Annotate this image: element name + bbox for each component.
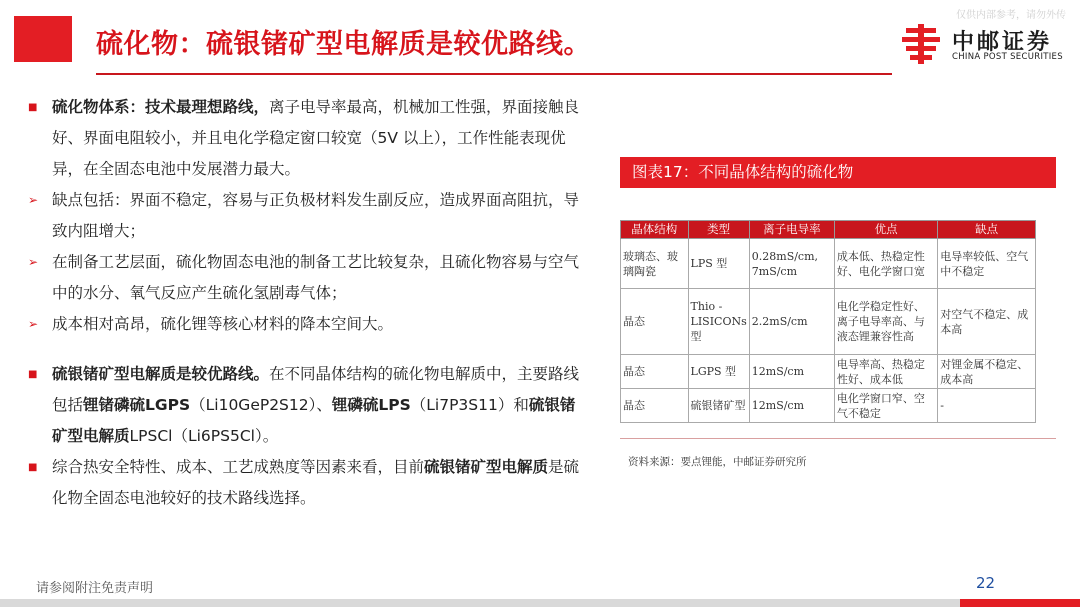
bullet-sulfide-system (28, 92, 584, 185)
china-post-logo-icon (900, 24, 942, 64)
square-bullet-icon: ■ (28, 462, 38, 473)
bullet-drawbacks (28, 185, 584, 247)
square-bullet-icon: ■ (28, 369, 38, 380)
bullet-process (28, 247, 584, 309)
table-cell: 电导率较低、空气中不稳定 (938, 239, 1036, 289)
table-cell: LGPS 型 (688, 355, 749, 389)
table-row (621, 239, 1036, 289)
bullet-text: 成本相对高昂，硫化锂等核心材料的降本空间大。 (52, 315, 394, 333)
bullet-conclusion: ■ 综合热安全特性、成本、工艺成熟度等因素来看，目前硫银锗矿型电解质是硫化物全固态电池较好的技术路线选择。 (28, 452, 584, 514)
table-cell: 硫银锗矿型 (688, 389, 749, 423)
table-cell: 电化学窗口窄、空气不稳定 (834, 389, 937, 423)
bullet-text: 在制备工艺层面，硫化物固态电池的制备工艺比较复杂，且硫化物容易与空气中的水分、氧气反应产生硫化氢剧毒气体； (52, 253, 580, 302)
header-disadvantages: 缺点 (938, 221, 1036, 239)
title-accent-block (14, 16, 72, 62)
bullet-bold-lead: 硫银锗矿型电解质是较优路线。 (52, 365, 270, 383)
bullet-text: 缺点包括：界面不稳定，容易与正负极材料发生副反应，造成界面高阻抗，导致内阻增大； (52, 191, 580, 240)
main-content (28, 92, 584, 514)
table-cell: 对锂金属不稳定、成本高 (938, 355, 1036, 389)
figure-source: 资料来源：要点锂能，中邮证券研究所 (628, 456, 807, 468)
bullet-argyrodite: ■ 硫银锗矿型电解质是较优路线。在不同晶体结构的硫化物电解质中，主要路线包括锂锗磷硫LGPS（Li10GeP2S12）、锂磷硫LPS（Li7P3S11）和硫银锗矿型电解质LPSCl（Li6PS5Cl）。 (28, 359, 584, 452)
watermark: 仅供内部参考，请勿外传 (956, 10, 1066, 21)
table-cell: 0.28mS/cm, 7mS/cm (749, 239, 834, 289)
title-divider (96, 73, 892, 75)
table-cell: 成本低、热稳定性好、电化学窗口宽 (834, 239, 937, 289)
table-cell: 12mS/cm (749, 355, 834, 389)
header-type: 类型 (688, 221, 749, 239)
table-cell: 晶态 (621, 389, 689, 423)
footer-accent-bar (960, 599, 1080, 607)
table-cell: 电导率高、热稳定性好、成本低 (834, 355, 937, 389)
table-cell: LPS 型 (688, 239, 749, 289)
arrow-bullet-icon: ➢ (28, 255, 39, 269)
header-crystal-structure: 晶体结构 (621, 221, 689, 239)
table-cell: 对空气不稳定、成本高 (938, 289, 1036, 355)
source-divider (620, 438, 1056, 439)
sulfide-comparison-table (620, 220, 1036, 423)
page-number: 22 (976, 574, 996, 592)
logo-english-text: CHINA POST SECURITIES (952, 52, 1063, 62)
header-conductivity: 离子电导率 (749, 221, 834, 239)
arrow-bullet-icon: ➢ (28, 193, 39, 207)
arrow-bullet-icon: ➢ (28, 317, 39, 331)
table-cell: 电化学稳定性好、离子电导率高、与液态锂兼容性高 (834, 289, 937, 355)
bullet-text: 离子电导率最高，机械加工性强，界面接触良好、界面电阻较小，并且电化学稳定窗口较宽（5V 以上），工作性能表现优异，在全固态电池中发展潜力最大。 (52, 98, 580, 178)
table-cell: 12mS/cm (749, 389, 834, 423)
table-cell: 玻璃态、玻璃陶瓷 (621, 239, 689, 289)
table-cell: - (938, 389, 1036, 423)
table-row (621, 355, 1036, 389)
bullet-bold-lead: 硫化物体系：技术最理想路线， (52, 98, 270, 116)
table-cell: Thio - LISICONs 型 (688, 289, 749, 355)
table-cell: 晶态 (621, 289, 689, 355)
table-row (621, 289, 1036, 355)
disclaimer-note: 请参阅附注免责声明 (36, 581, 154, 596)
logo-chinese-text: 中邮证券 (952, 30, 1053, 55)
figure-title: 图表17：不同晶体结构的硫化物 (620, 157, 1056, 188)
square-bullet-icon: ■ (28, 102, 38, 113)
company-logo (900, 24, 1070, 66)
header-advantages: 优点 (834, 221, 937, 239)
page-title: 硫化物：硫银锗矿型电解质是较优路线。 (96, 29, 591, 60)
table-cell: 2.2mS/cm (749, 289, 834, 355)
table-header-row (621, 221, 1036, 239)
table-row (621, 389, 1036, 423)
table-cell: 晶态 (621, 355, 689, 389)
footer-bar (0, 599, 1080, 607)
bullet-cost (28, 309, 584, 340)
